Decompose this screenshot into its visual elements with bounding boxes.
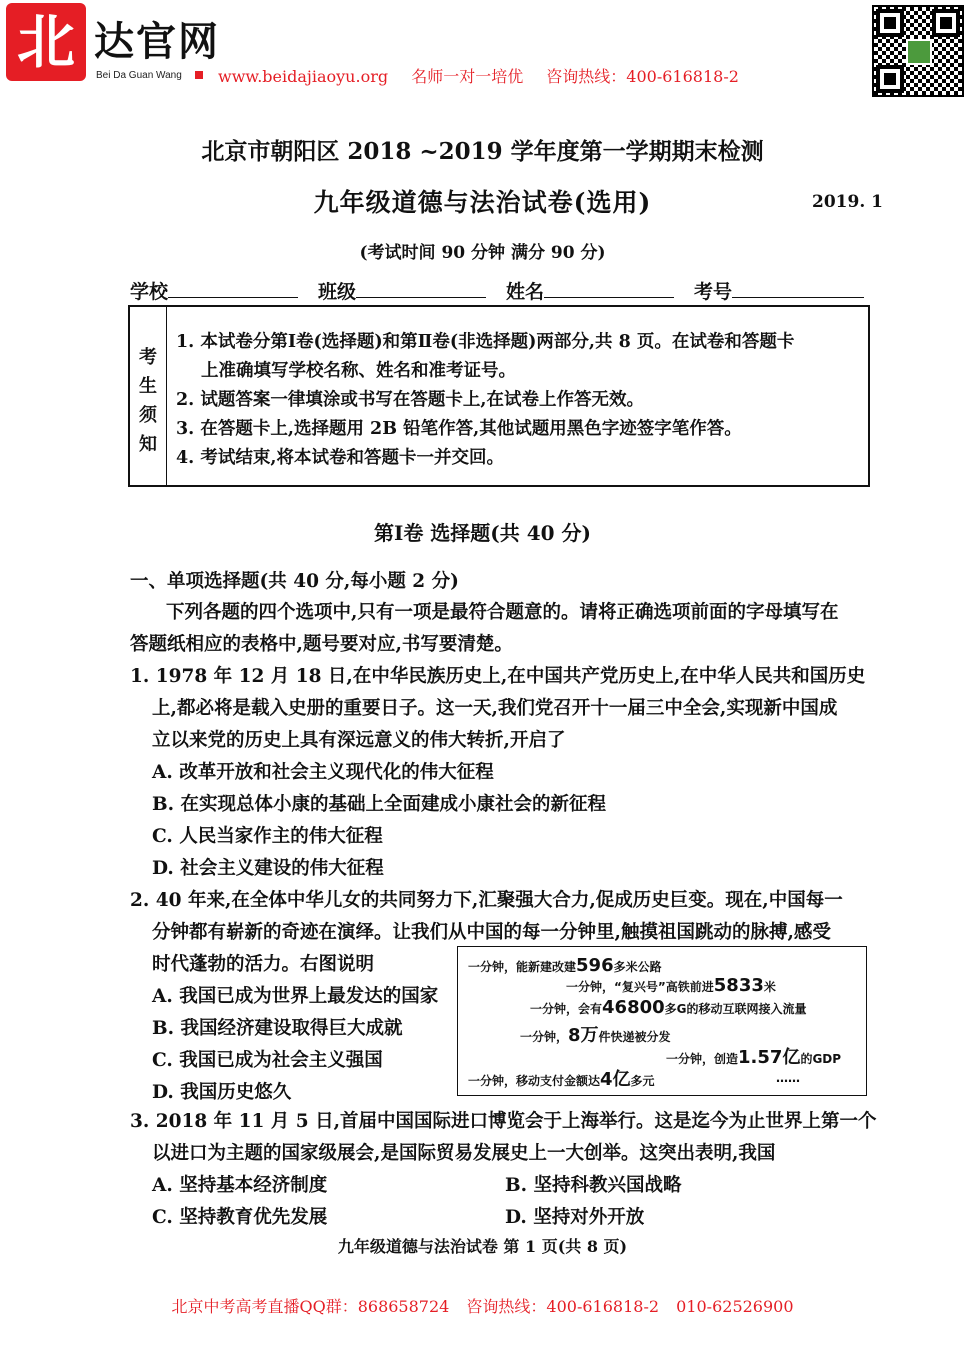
school-label: 学校 xyxy=(130,281,169,303)
q1-option-d: D. 社会主义建设的伟大征程 xyxy=(152,858,384,879)
footer-contact xyxy=(0,1294,965,1317)
header-links xyxy=(218,64,757,87)
section-title: 第Ⅰ卷 选择题(共 40 分) xyxy=(373,521,591,545)
q2-option-d: D. 我国历史悠久 xyxy=(152,1082,292,1103)
qq-group: 北京中考高考直播QQ群：868658724 xyxy=(171,1297,450,1316)
notice-box xyxy=(128,305,870,487)
question-2-text: 时代蓬勃的活力。右图说明 xyxy=(152,954,375,975)
q3-option-b: B. 坚持科教兴国战略 xyxy=(505,1175,682,1196)
notice-side-char: 考 xyxy=(139,347,157,368)
qr-code-icon xyxy=(872,5,964,97)
school-field[interactable] xyxy=(168,297,298,298)
website-link[interactable]: www.beidajiaoyu.org xyxy=(218,67,389,86)
stat-ellipsis: …… xyxy=(776,1071,800,1085)
question-3-text: 以进口为主题的国家级展会,是国际贸易发展史上一大创举。这突出表明,我国 xyxy=(152,1143,776,1164)
exam-title: 北京市朝阳区 2018 ~2019 学年度第一学期期末检测 xyxy=(201,138,764,165)
stat-line: 一分钟，会有46800多G的移动互联网接入流量 xyxy=(530,997,807,1018)
name-label: 姓名 xyxy=(506,281,545,303)
stat-line: 一分钟，创造1.57亿的GDP xyxy=(666,1047,842,1068)
footer-hotline: 咨询热线：400-616818-2 xyxy=(466,1297,660,1316)
page-number: 九年级道德与法治试卷 第 1 页(共 8 页) xyxy=(337,1237,628,1256)
exam-date: 2019. 1 xyxy=(812,192,883,212)
logo-english: Bei Da Guan Wang xyxy=(96,70,182,81)
slogan: 名师一对一培优 xyxy=(411,67,524,86)
notice-line: 4. 考试结束,将本试卷和答题卡一并交回。 xyxy=(176,448,504,468)
notice-side-char: 须 xyxy=(139,405,157,426)
bullet-icon xyxy=(195,71,203,79)
question-3-text: 3. 2018 年 11 月 5 日,首届中国国际进口博览会于上海举行。这是迄今为止世界上第一个 xyxy=(130,1111,877,1132)
notice-side xyxy=(130,307,167,485)
q1-option-c: C. 人民当家作主的伟大征程 xyxy=(152,826,383,847)
notice-line: 3. 在答题卡上,选择题用 2B 铅笔作答,其他试题用黑色字迹签字笔作答。 xyxy=(176,419,742,439)
stat-line: 一分钟，8万件快递被分发 xyxy=(520,1025,671,1046)
notice-line: 1. 本试卷分第Ⅰ卷(选择题)和第Ⅱ卷(非选择题)两部分,共 8 页。在试卷和答题卡 xyxy=(176,332,795,352)
q2-option-c: C. 我国已成为社会主义强国 xyxy=(152,1050,383,1071)
q2-option-b: B. 我国经济建设取得巨大成就 xyxy=(152,1018,403,1039)
instruction: 答题纸相应的表格中,题号要对应,书写要清楚。 xyxy=(130,634,513,655)
question-1-text: 上,都必将是载入史册的重要日子。这一天,我们党召开十一届三中全会,实现新中国成 xyxy=(152,698,838,719)
stat-line: 一分钟，移动支付金额达4亿多元 xyxy=(468,1069,655,1090)
q3-option-a: A. 坚持基本经济制度 xyxy=(152,1175,328,1196)
name-field[interactable] xyxy=(544,297,674,298)
q3-option-c: C. 坚持教育优先发展 xyxy=(152,1207,328,1228)
part-heading: 一、单项选择题(共 40 分,每小题 2 分) xyxy=(130,571,459,592)
q1-option-b: B. 在实现总体小康的基础上全面建成小康社会的新征程 xyxy=(152,794,607,815)
q3-option-d: D. 坚持对外开放 xyxy=(505,1207,645,1228)
notice-line: 2. 试题答案一律填涂或书写在答题卡上,在试卷上作答无效。 xyxy=(176,390,644,410)
paper-title: 九年级道德与法治试卷(选用) xyxy=(313,188,652,217)
q2-option-a: A. 我国已成为世界上最发达的国家 xyxy=(152,986,439,1007)
instruction: 下列各题的四个选项中,只有一项是最符合题意的。请将正确选项前面的字母填写在 xyxy=(166,602,839,623)
logo xyxy=(6,3,86,81)
notice-side-char: 生 xyxy=(139,376,157,397)
logo-glyph: 北 xyxy=(16,8,75,76)
notice-line: 上准确填写学校名称、姓名和准考证号。 xyxy=(201,361,516,381)
qr-center-icon xyxy=(906,39,932,65)
question-2-text: 2. 40 年来,在全体中华儿女的共同努力下,汇聚强大合力,促成历史巨变。现在,中国每一 xyxy=(130,890,843,911)
question-1-text: 1. 1978 年 12 月 18 日,在中华民族历史上,在中国共产党历史上,在中华人民共和国历史 xyxy=(130,666,866,687)
class-label: 班级 xyxy=(318,281,357,303)
exam-no-label: 考号 xyxy=(694,281,733,303)
notice-side-char: 知 xyxy=(139,434,157,455)
q1-option-a: A. 改革开放和社会主义现代化的伟大征程 xyxy=(152,762,494,783)
question-2-text: 分钟都有崭新的奇迹在演绎。让我们从中国的每一分钟里,触摸祖国跳动的脉搏,感受 xyxy=(152,922,831,943)
footer-phone: 010-62526900 xyxy=(676,1297,794,1316)
exam-no-field[interactable] xyxy=(732,297,864,298)
logo-text: 达官网 xyxy=(94,18,220,65)
question-1-text: 立以来党的历史上具有深远意义的伟大转折,开启了 xyxy=(152,730,566,751)
stat-line: 一分钟，“复兴号”高铁前进5833米 xyxy=(566,975,776,996)
class-field[interactable] xyxy=(356,297,486,298)
stat-line: 一分钟，能新建改建596多米公路 xyxy=(468,955,662,976)
stats-figure xyxy=(457,946,867,1096)
exam-info: (考试时间 90 分钟 满分 90 分) xyxy=(359,243,606,263)
hotline: 咨询热线：400-616818-2 xyxy=(546,67,739,86)
